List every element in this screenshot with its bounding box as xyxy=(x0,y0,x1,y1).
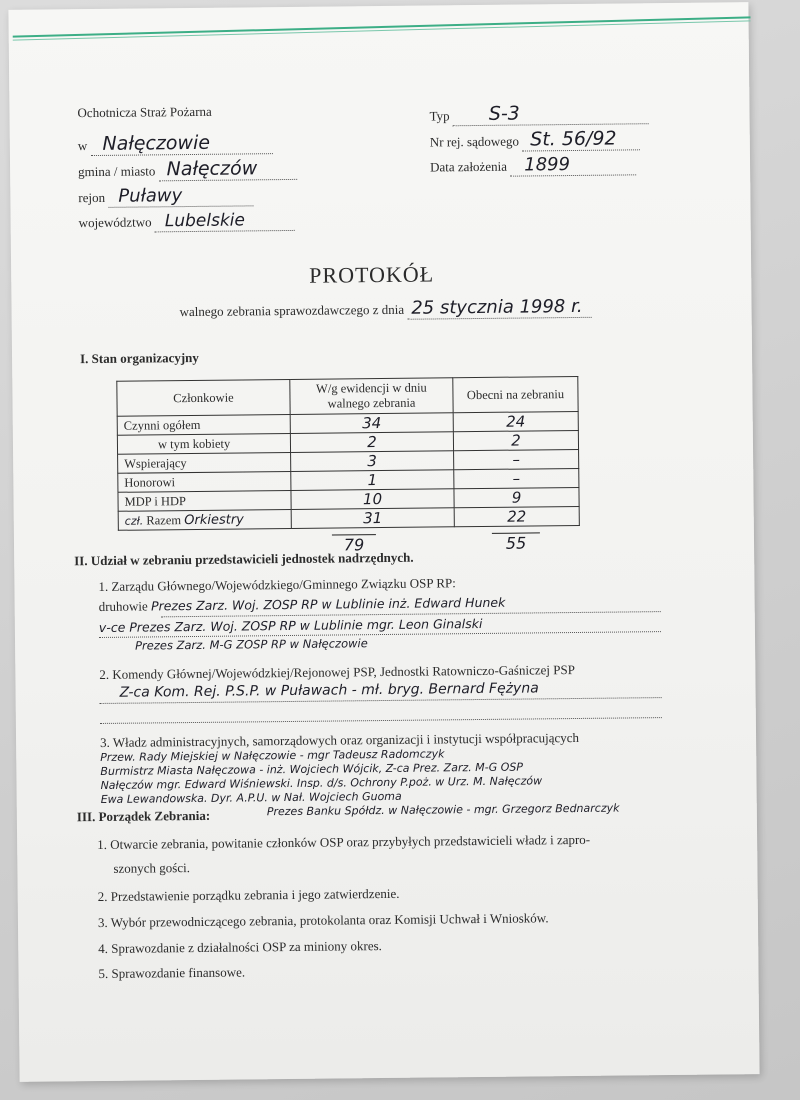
total-label: Razem xyxy=(146,512,182,527)
nr-row xyxy=(430,127,641,152)
nr-value: St. 56/92 xyxy=(522,127,640,151)
row-label: Honorowi xyxy=(118,471,291,492)
item-3-line-3: Nałęczów mgr. Edward Wiśniewski. Insp. d/s. Ochrony P.poż. w Urz. M. Nałęczów xyxy=(100,774,543,792)
gmina-label: gmina / miasto xyxy=(78,163,156,180)
druhowie-label: druhowie xyxy=(98,598,148,614)
table-row xyxy=(118,506,579,530)
green-top-line-secondary xyxy=(13,20,751,40)
row-registered: 34 xyxy=(290,413,453,434)
section-2-item-2: 2. Komendy Głównej/Wojewódzkiej/Rejonowej PSP, Jednostki Ratowniczo-Gaśniczej PSP xyxy=(99,662,576,682)
item-3-line-1: Przew. Rady Miejskiej w Nałęczowie - mgr Tadeusz Radomczyk xyxy=(100,747,445,764)
org-name: Ochotnicza Straż Pożarna xyxy=(77,103,212,121)
section-1-heading: I. Stan organizacyjny xyxy=(79,349,199,367)
section-2-heading: II. Udział w zebraniu przedstawicieli jednostek nadrzędnych. xyxy=(74,549,414,569)
subtitle: walnego zebrania sprawozdawczego z dnia xyxy=(179,301,405,320)
section-2-item-3: 3. Władz administracyjnych, samorządowych oraz organizacji i instytucji współpracujących xyxy=(100,729,580,750)
header-present: Obecni na zebraniu xyxy=(453,376,578,412)
agenda-item: 3. Wybór przewodniczącego zebrania, protokolanta oraz Komisji Uchwał i Wniosków. xyxy=(97,910,549,931)
typ-label: Typ xyxy=(429,108,450,124)
header-registered: W/g ewidencji w dniu walnego zebrania xyxy=(290,378,453,415)
row-label: Czynni ogółem xyxy=(117,414,290,435)
subtitle-row xyxy=(179,296,591,322)
dotted-line xyxy=(100,717,662,724)
document-page xyxy=(8,2,759,1082)
row-present: 9 xyxy=(454,487,579,507)
w-label: w xyxy=(77,138,88,154)
section-2-item-1: 1. Zarządu Głównego/Wojewódzkiego/Gminnego Związku OSP RP: xyxy=(98,575,456,594)
section-3-heading: III. Porządek Zebrania: xyxy=(76,807,211,825)
gmina-value: Nałęczów xyxy=(159,157,297,181)
row-present: – xyxy=(454,468,579,488)
row-registered: 31 xyxy=(291,508,454,529)
row-registered: 2 xyxy=(290,432,453,453)
page-title: PROTOKÓŁ xyxy=(309,261,435,288)
typ-row xyxy=(429,101,649,126)
item-3-line-4: Ewa Lewandowska. Dyr. A.P.U. w Nał. Wojciech Guoma xyxy=(100,789,402,806)
row-present: 24 xyxy=(453,411,578,431)
agenda-item: 5. Sprawozdanie finansowe. xyxy=(98,964,246,982)
agenda-item: 2. Przedstawienie porządku zebrania i jego zatwierdzenie. xyxy=(97,885,400,905)
woj-label: województwo xyxy=(78,214,152,231)
typ-value: S-3 xyxy=(453,101,649,126)
item-3-line-5: Prezes Banku Spółdz. w Nałęczowie - mgr. Grzegorz Bednarczyk xyxy=(266,801,620,819)
agenda-item: 1. Otwarcie zebrania, powitanie członków OSP oraz przybyłych przedstawicieli władz i zapro- xyxy=(97,831,591,853)
total-handwritten: Orkiestry xyxy=(184,511,244,528)
druhowie-line-2: v-ce Prezes Zarz. Woj. ZOSP RP w Lublinie mgr. Leon Ginalski xyxy=(98,615,483,635)
row-label-total xyxy=(118,509,291,530)
row-registered: 3 xyxy=(291,451,454,472)
druhowie-row xyxy=(99,595,506,615)
row-label: MDP i HDP xyxy=(118,490,291,511)
section-2-item-2-line: Z-ca Kom. Rej. P.S.P. w Puławach - mł. bryg. Bernard Fężyna xyxy=(119,680,539,701)
rejon-value: Puławy xyxy=(108,184,253,208)
item-3-line-2: Burmistrz Miasta Nałęczowa - inż. Wojciech Wójcik, Z-ca Prez. Zarz. M-G OSP xyxy=(100,760,524,778)
row-label: w tym kobiety xyxy=(117,433,290,454)
row-present: – xyxy=(454,449,579,469)
gmina-row xyxy=(78,157,297,182)
membership-table xyxy=(116,376,580,531)
row-registered: 1 xyxy=(291,470,454,491)
data-value: 1899 xyxy=(510,153,636,176)
agenda-item-continuation: szonych gości. xyxy=(113,860,191,876)
sum-present: 55 xyxy=(492,532,540,553)
header-members: Członkowie xyxy=(117,379,290,416)
sum-registered: 79 xyxy=(332,534,376,554)
row-label: Wspierający xyxy=(118,452,291,473)
table-header-row xyxy=(117,376,578,416)
row-present: 2 xyxy=(453,430,578,450)
woj-value: Lubelskie xyxy=(155,210,295,232)
meeting-date: 25 stycznia 1998 r. xyxy=(407,296,591,320)
woj-row xyxy=(79,210,295,233)
data-row xyxy=(430,153,636,177)
rejon-row xyxy=(78,184,253,208)
row-present: 22 xyxy=(454,506,579,526)
nr-label: Nr rej. sądowego xyxy=(429,133,520,150)
druhowie-line-1: Prezes Zarz. Woj. ZOSP RP w Lublinie inż. Edward Hunek xyxy=(150,594,506,614)
data-label: Data założenia xyxy=(429,158,508,175)
w-value: Nałęczowie xyxy=(90,131,272,156)
green-top-line xyxy=(13,16,751,37)
row-registered: 10 xyxy=(291,489,454,510)
w-row xyxy=(78,131,273,156)
total-prefix: czł. xyxy=(124,514,144,528)
rejon-label: rejon xyxy=(78,189,106,206)
druhowie-line-3: Prezes Zarz. M-G ZOSP RP w Nałęczowie xyxy=(134,636,368,653)
agenda-item: 4. Sprawozdanie z działalności OSP za miniony okres. xyxy=(98,938,382,957)
